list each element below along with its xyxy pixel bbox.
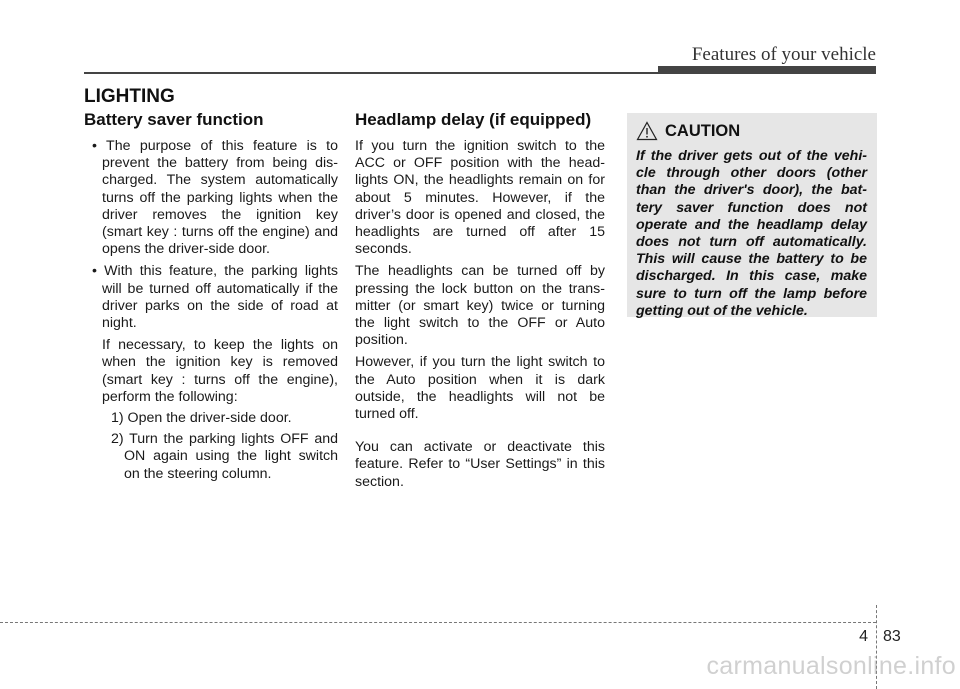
caution-header	[636, 121, 867, 141]
headlamp-delay-para-2: The headlights can be turned off by pressing the lock button on the trans-mitter (or smart key) twice or turning the light switch to the OFF or Auto position.	[355, 263, 605, 349]
headlamp-delay-column	[355, 110, 605, 496]
headlamp-delay-para-3: However, if you turn the light switch to the Auto position when it is dark outside, the headlights will not be turned off.	[355, 354, 605, 423]
headlamp-delay-heading: Headlamp delay (if equipped)	[355, 110, 592, 129]
battery-saver-heading: Battery saver function	[84, 110, 264, 129]
header-title: Features of your vehicle	[691, 44, 876, 65]
caution-title: CAUTION	[665, 121, 741, 140]
battery-saver-step-2: 2) Turn the parking lights OFF and ON again using the light switch on the steering column.	[111, 431, 338, 482]
battery-saver-column	[84, 110, 338, 487]
page-number: 83	[883, 628, 901, 645]
battery-saver-bullet-2: • With this feature, the parking lights will be turned off automatically if the driver parks on the side of road at night.	[92, 263, 338, 332]
battery-saver-note: If necessary, to keep the lights on when the ignition key is removed (smart key : turns off the engine), perform the following:	[102, 337, 338, 405]
battery-saver-step-1: 1) Open the driver-side door.	[111, 410, 292, 427]
header-rule	[84, 72, 658, 74]
headlamp-delay-para-4: You can activate or deactivate this feature. Refer to “User Settings” in this section.	[355, 439, 605, 490]
headlamp-delay-para-1: If you turn the ignition switch to the ACC or OFF position with the head-lights ON, the headlights remain on for about 5 minutes. However, if the driver’s door is opened and closed, the headlights are turned off after 15 seconds.	[355, 138, 605, 258]
battery-saver-bullet-1: • The purpose of this feature is to prevent the battery from being dis-charged. The system automatically turns off the parking lights when the driver removes the ignition key (smart key : turns off the engine) and opens the driver-side door.	[92, 138, 338, 258]
caution-box	[627, 113, 877, 317]
chapter-number: 4	[859, 628, 868, 645]
section-title: LIGHTING	[84, 86, 175, 107]
warning-triangle-icon	[636, 121, 658, 141]
watermark: carmanualsonline.info	[706, 652, 956, 680]
caution-text: If the driver gets out of the vehi-cle through other doors (other than the driver's door), the bat-tery saver function does not operate and the headlamp delay does not turn off automatically. This will cause the battery to be discharged. In this case, make sure to turn off the lamp before getting out of the vehicle.	[636, 148, 867, 319]
footer-rule	[0, 622, 876, 623]
header-rule-bar	[658, 66, 876, 74]
